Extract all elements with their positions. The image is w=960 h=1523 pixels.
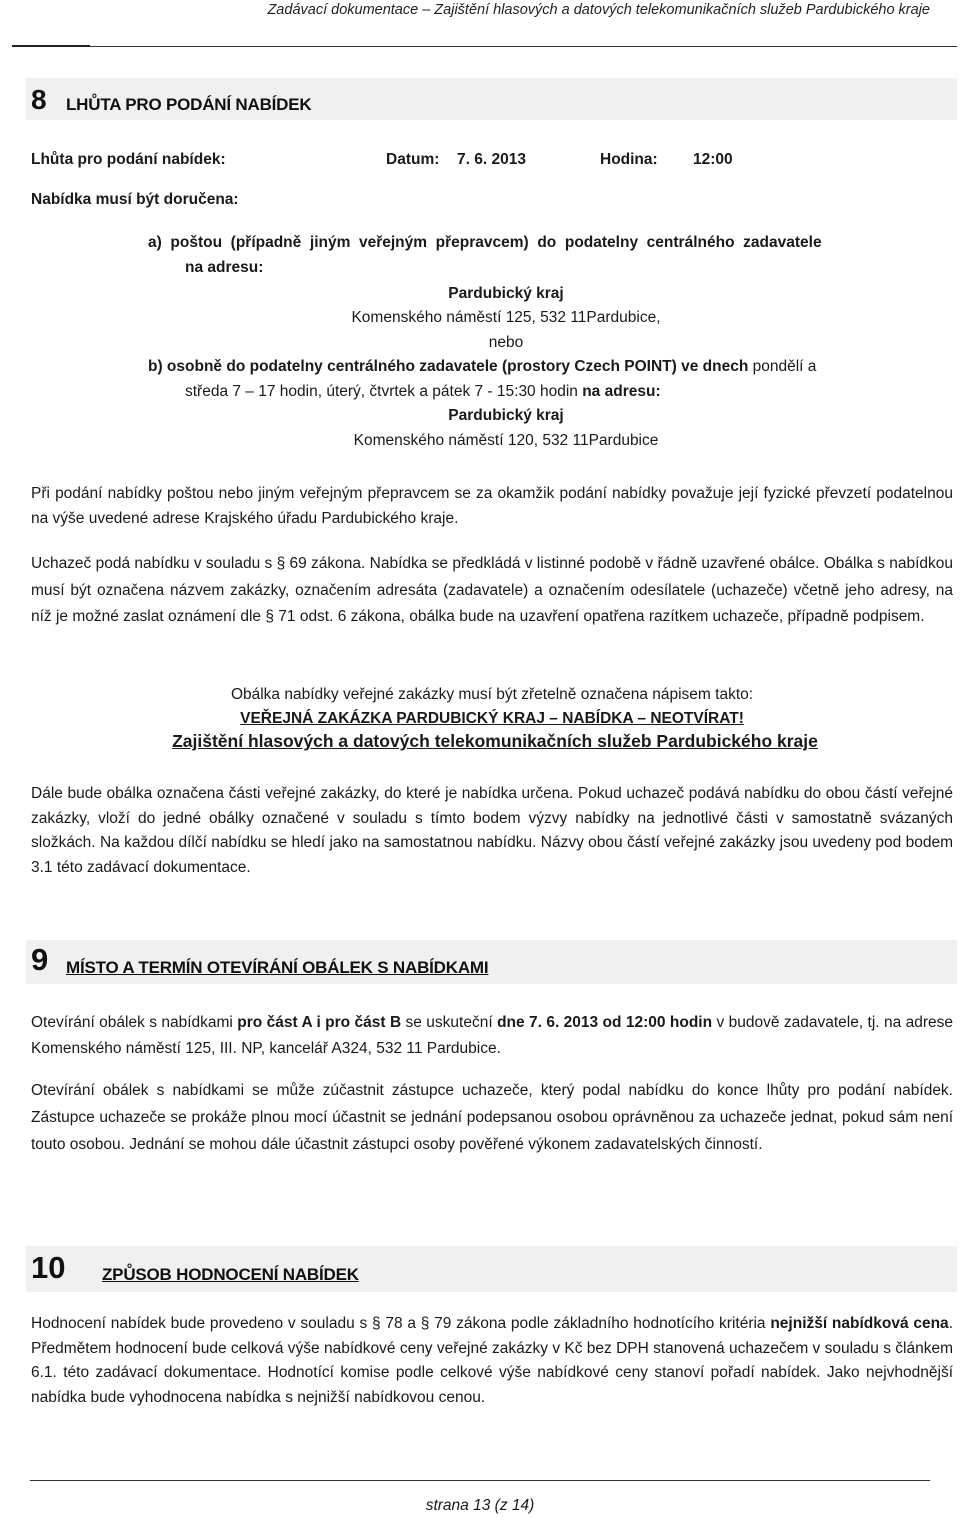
option-b-hours: středa 7 – 17 hodin, úterý, čtvrtek a pátek 7 - 15:30 hodin — [185, 383, 583, 400]
opening-parts: pro část A i pro část B — [237, 1014, 402, 1031]
option-b-line2 — [185, 380, 661, 405]
option-b-days: pondělí a — [748, 358, 817, 375]
paragraph-opening-date — [31, 1010, 953, 1062]
date-label: Datum: — [386, 151, 440, 168]
paragraph-offer-envelope: Uchazeč podá nabídku v souladu s § 69 zákona. Nabídka se předkládá v listinné podobě v řádně uzavřené obálce. Obálka s nabídkou musí být označena názvem zakázky, označením adresáta (zadavatele) a označením odesílatele (uchazeče) včetně jeho adresy, na níž je možné zaslat oznámení dle § 71 odst. 6 zákona, obálka bude na uzavření opatřena razítkem uchazeče, případně podpisem. — [31, 555, 954, 625]
or-text: nebo — [488, 334, 524, 351]
opening-datetime: dne 7. 6. 2013 od 12:00 hodin — [497, 1014, 713, 1031]
paragraph-parts: Dále bude obálka označena části veřejné zakázky, do které je nabídka určena. Pokud uchazeč podává nabídku do obou částí veřejné zakázky, vloží do jedné obálky označené v souladu s tímto bodem výzvy nabídky na jednotlivé části v samostatně svázaných složkách. Na každou dílčí nabídku se hledí jako na samostatnou nabídku. Názvy obou částí veřejné zakázky jsou uvedeny pod bodem 3.1 této zadávací dokumentace. — [31, 785, 953, 876]
option-a-address-name: Pardubický kraj — [448, 285, 564, 302]
option-a-line2: na adresu: — [185, 259, 264, 276]
footer-rule — [30, 1480, 930, 1481]
date-value: 7. 6. 2013 — [457, 151, 526, 168]
envelope-marking: VEŘEJNÁ ZAKÁZKA PARDUBICKÝ KRAJ – NABÍDKA – NEOTVÍRAT! — [240, 710, 744, 727]
section-9-number: 9 — [31, 942, 49, 977]
page-number: strana 13 (z 14) — [425, 1497, 535, 1514]
option-a-line: a) poštou (případně jiným veřejným přepravcem) do podatelny centrálného zadavatele — [148, 234, 822, 251]
evaluation-text-2: . Předmětem hodnocení bude celková výše nabídkové ceny veřejné zakázky v Kč bez DPH stanovená uchazečem v souladu s článkem 6.1. této zadávací dokumentace. Hodnotící komise podle celkové výše nabídkové ceny stanoví pořadí nabídek. Jako nejvhodnější nabídka bude vyhodnocena nabídka s nejnižší nabídkovou cenou. — [31, 1315, 953, 1406]
deadline-label: Lhůta pro podání nabídek: — [31, 151, 226, 168]
header-rule — [12, 46, 957, 47]
section-10-number: 10 — [31, 1250, 66, 1285]
section-10-title: ZPŮSOB HODNOCENÍ NABÍDEK — [102, 1265, 359, 1284]
option-b-address-name: Pardubický kraj — [448, 407, 564, 424]
opening-text-1: Otevírání obálek s nabídkami — [31, 1014, 238, 1031]
time-value: 12:00 — [693, 151, 733, 168]
section-8-number: 8 — [31, 84, 47, 115]
paragraph-opening-attendance: Otevírání obálek s nabídkami se může zúčastnit zástupce uchazeče, který podal nabídku do konce lhůty pro podání nabídek. Zástupce uchazeče se prokáže plnou mocí účastnit se jednání podepsanou osobou oprávněnou za uchazeče jednat, pokud sám není touto osobou. Jednání se mohou dále účastnit zástupci osoby pověřené výkonem zadavatelských činností. — [31, 1082, 953, 1153]
envelope-intro: Obálka nabídky veřejné zakázky musí být zřetelně označena nápisem takto: — [230, 686, 754, 703]
delivery-label: Nabídka musí být doručena: — [31, 191, 239, 208]
option-b-address-label: na adresu: — [582, 383, 661, 400]
envelope-contract-title: Zajištění hlasových a datových telekomunikačních služeb Pardubického kraje — [172, 731, 818, 751]
opening-text-3: v budově zadavatele, tj. na adrese Komenského náměstí 125, III. NP, kancelář A324, 532 11 Pardubice. — [31, 1014, 954, 1057]
option-b-address-street: Komenského náměstí 120, 532 11Pardubice — [353, 432, 659, 449]
paragraph-postal-delivery: Při podání nabídky poštou nebo jiným veřejným přepravcem se za okamžik podání nabídky považuje její fyzické převzetí podatelnou na výše uvedené adrese Krajského úřadu Pardubického kraje. — [31, 485, 953, 527]
opening-text-2: se uskuteční — [401, 1014, 498, 1031]
section-8-title: LHŮTA PRO PODÁNÍ NABÍDEK — [66, 95, 312, 114]
option-b-line1 — [148, 355, 816, 380]
header-rule-accent — [12, 45, 90, 47]
option-a-address-street: Komenského náměstí 125, 532 11Pardubice, — [351, 309, 661, 326]
time-label: Hodina: — [600, 151, 658, 168]
option-b-bold: b) osobně do podatelny centrálného zadavatele (prostory Czech POINT) ve dnech — [148, 358, 749, 375]
evaluation-criterion: nejnižší nabídková cena — [770, 1315, 949, 1332]
section-9-title: MÍSTO A TERMÍN OTEVÍRÁNÍ OBÁLEK S NABÍDKAMI — [66, 958, 489, 977]
running-header: Zadávací dokumentace – Zajištění hlasových a datových telekomunikačních služeb Pardubického kraje — [267, 2, 930, 18]
paragraph-evaluation — [31, 1312, 953, 1410]
evaluation-text-1: Hodnocení nabídek bude provedeno v souladu s § 78 a § 79 zákona podle základního hodnotícího kritéria — [31, 1315, 771, 1332]
